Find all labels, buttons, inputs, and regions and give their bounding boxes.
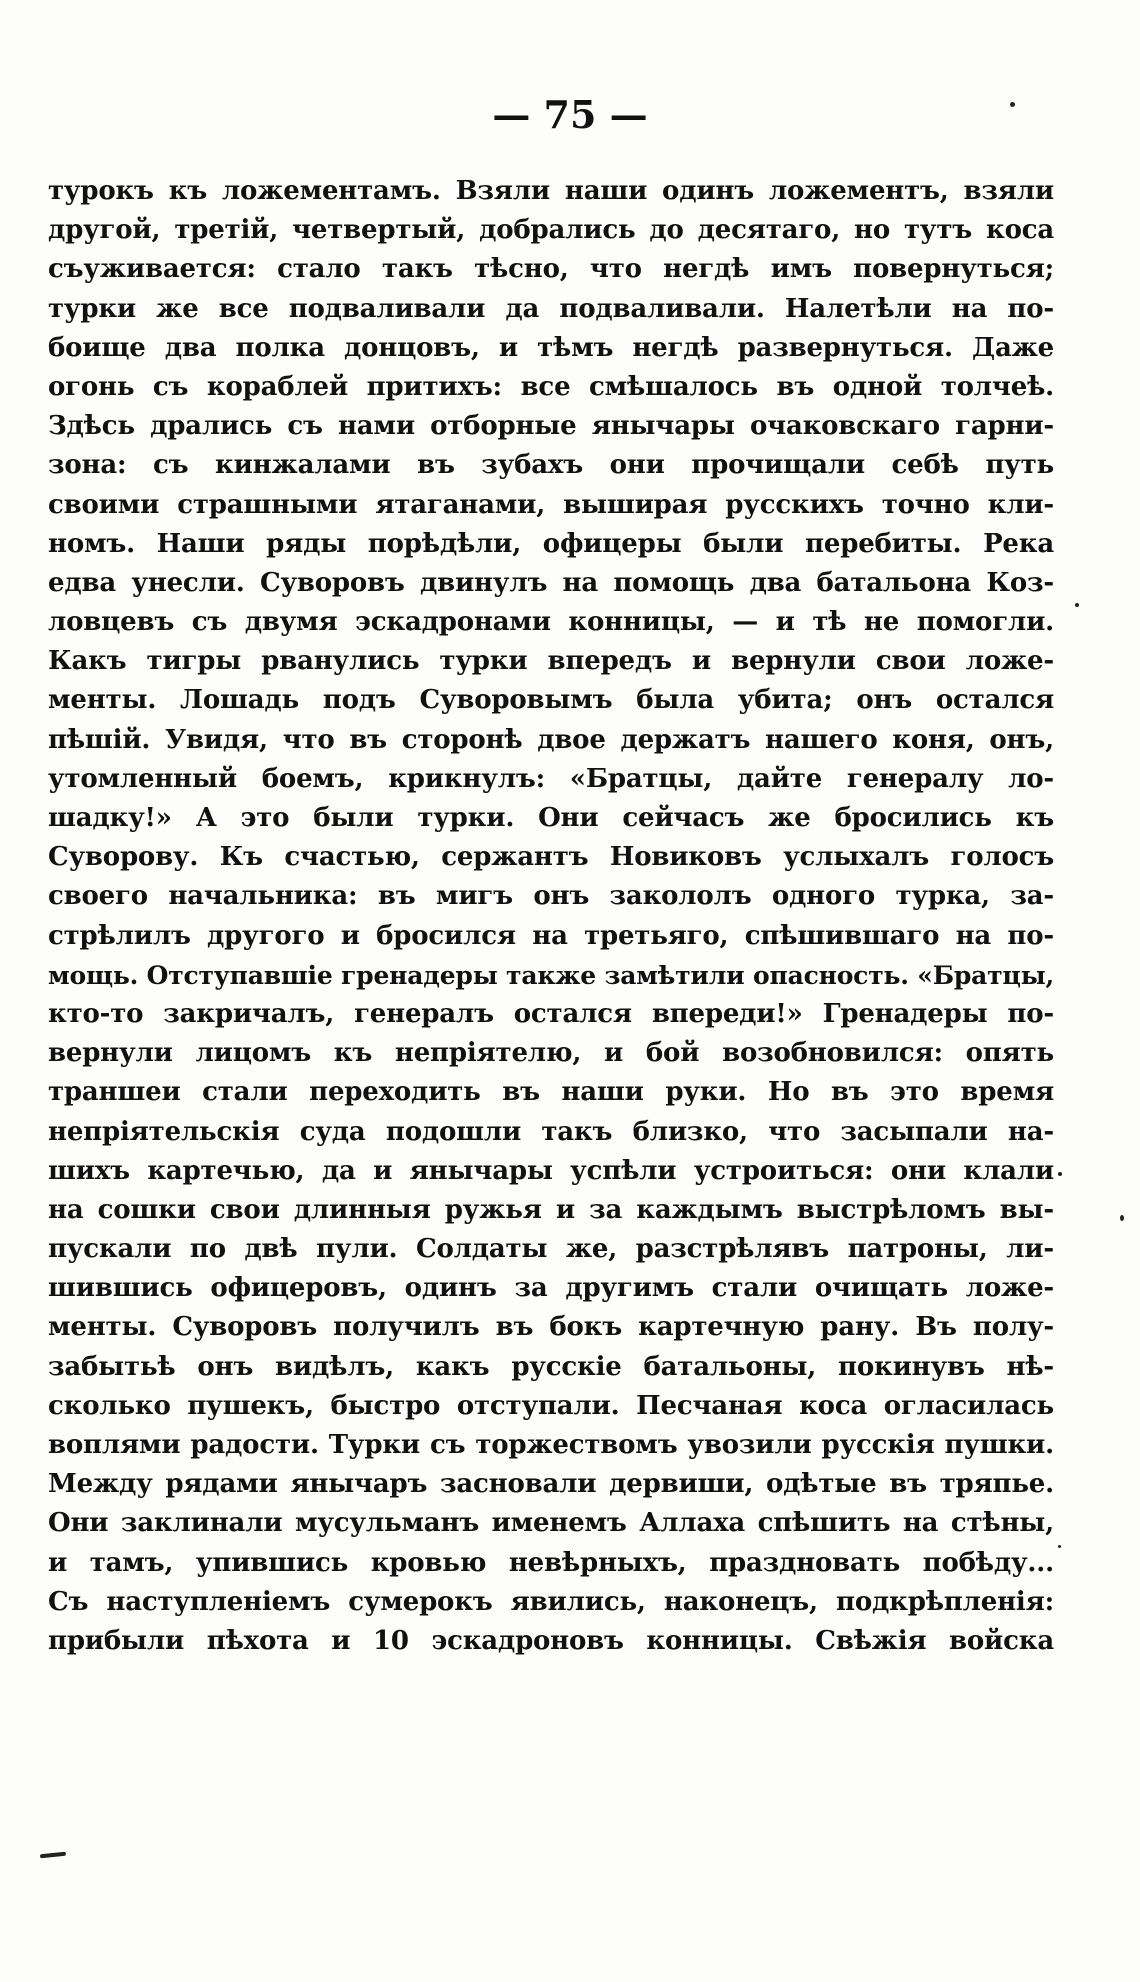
- text-line: прибыли пѣхота и 10 эскадроновъ конницы. Свѣжія войска: [48, 1625, 1054, 1656]
- text-line: мощь. Отступавшіе гренадеры также замѣтили опасность. «Братцы,: [48, 960, 1054, 990]
- text-line: турокъ къ ложементамъ. Взяли наши одинъ ложементъ, взяли: [48, 176, 1054, 206]
- text-line: стрѣлилъ другого и бросился на третьяго, спѣшившаго на по-: [48, 920, 1054, 951]
- text-line: зона: съ кинжалами въ зубахъ они прочищали себѣ путь: [48, 450, 1054, 481]
- text-line: шихъ картечью, да и янычары успѣли устроиться: они клали: [48, 1155, 1054, 1186]
- scan-speck: [1010, 102, 1015, 107]
- text-line: утомленный боемъ, крикнулъ: «Братцы, дайте генералу ло-: [48, 763, 1054, 794]
- text-line: Здѣсь дрались съ нами отборные янычары очаковскаго гарни-: [48, 411, 1054, 442]
- text-line: на сошки свои длинныя ружья и за каждымъ выстрѣломъ вы-: [48, 1194, 1054, 1225]
- text-line: своими страшными ятаганами, выширая русскихъ точно кли-: [48, 489, 1054, 520]
- scan-speck: [1058, 1545, 1061, 1548]
- scan-speck: [1075, 603, 1079, 607]
- text-line: едва унесли. Суворовъ двинулъ на помощь два батальона Коз-: [48, 567, 1054, 598]
- text-line: воплями радости. Турки съ торжествомъ увозили русскія пушки.: [48, 1430, 1054, 1460]
- text-line: менты. Лошадь подъ Суворовымъ была убита; онъ остался: [48, 685, 1054, 716]
- text-line: вернули лицомъ къ непріятелю, и бой возобновился: опять: [48, 1038, 1054, 1069]
- text-line: траншеи стали переходить въ наши руки. Но въ это время: [48, 1077, 1054, 1108]
- text-line: менты. Суворовъ получилъ въ бокъ картечную рану. Въ полу-: [48, 1312, 1054, 1343]
- text-line: шившись офицеровъ, одинъ за другимъ стали очищать ложе-: [48, 1273, 1054, 1304]
- text-line: ловцевъ съ двумя эскадронами конницы, — и тѣ не помогли.: [48, 607, 1054, 638]
- text-line: Они заклинали мусульманъ именемъ Аллаха спѣшить на стѣны,: [48, 1508, 1054, 1539]
- body-text: [48, 172, 1054, 1661]
- scan-speck: [1058, 1172, 1062, 1176]
- text-line: кто-то закричалъ, генералъ остался впереди!» Гренадеры по-: [48, 998, 1054, 1029]
- text-line: Съ наступленіемъ сумерокъ явились, наконецъ, подкрѣпленія:: [48, 1586, 1054, 1617]
- text-line: пѣшій. Увидя, что въ сторонѣ двое держатъ нашего коня, онъ,: [48, 724, 1054, 755]
- text-line: пускали по двѣ пули. Солдаты же, разстрѣлявъ патроны, ли-: [48, 1234, 1054, 1265]
- text-line: забытьѣ онъ видѣлъ, какъ русскіе батальоны, покинувъ нѣ-: [48, 1351, 1054, 1382]
- text-line: турки же все подваливали да подваливали. Налетѣли на по-: [48, 293, 1054, 324]
- scan-speck: [1120, 1215, 1124, 1221]
- text-line: Какъ тигры рванулись турки впередъ и вернули свои ложе-: [48, 646, 1054, 677]
- text-line: своего начальника: въ мигъ онъ закололъ одного турка, за-: [48, 881, 1054, 912]
- scan-mark: [40, 1852, 66, 1859]
- text-line: огонь съ кораблей притихъ: все смѣшалось въ одной толчеѣ.: [48, 371, 1054, 402]
- text-line: шадку!» А это были турки. Они сейчасъ же бросились къ: [48, 803, 1054, 833]
- text-line: Между рядами янычаръ засновали дервиши, одѣтые въ тряпье.: [48, 1469, 1054, 1500]
- page-number: — 75 —: [492, 92, 648, 137]
- text-line: съуживается: стало такъ тѣсно, что негдѣ имъ повернуться;: [48, 254, 1054, 285]
- text-line: сколько пушекъ, быстро отступали. Песчаная коса огласилась: [48, 1390, 1054, 1421]
- text-line: непріятельскія суда подошли такъ близко, что засыпали на-: [48, 1116, 1054, 1147]
- text-line: другой, третій, четвертый, добрались до десятаго, но тутъ коса: [48, 215, 1054, 246]
- text-line: боище два полка донцовъ, и тѣмъ негдѣ развернуться. Даже: [48, 332, 1054, 363]
- text-line: и тамъ, упившись кровью невѣрныхъ, праздновать побѣду...: [48, 1547, 1054, 1578]
- text-line: Суворову. Къ счастью, сержантъ Новиковъ услыхалъ голосъ: [48, 842, 1054, 873]
- text-line: номъ. Наши ряды порѣдѣли, офицеры были перебиты. Река: [48, 528, 1054, 559]
